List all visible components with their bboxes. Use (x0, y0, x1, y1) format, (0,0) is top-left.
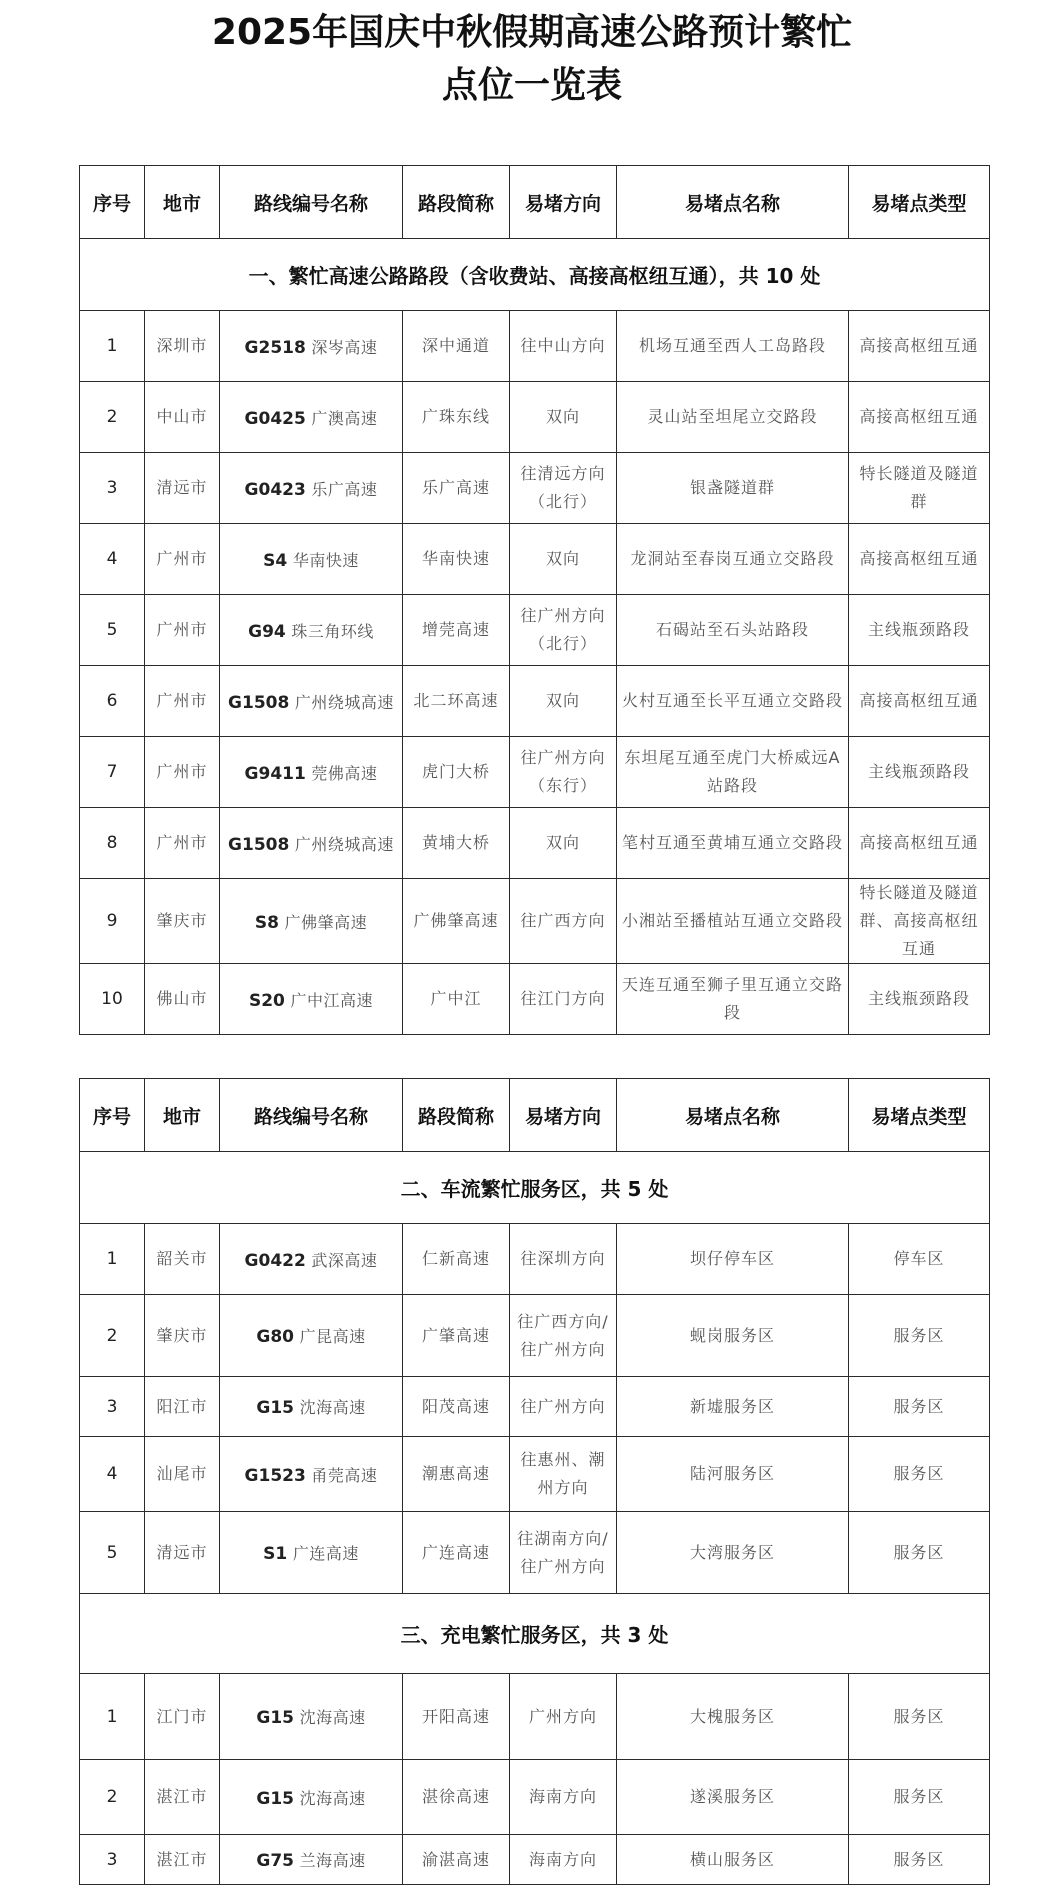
page-title-line2: 点位一览表 (441, 65, 622, 106)
section-title: 一、繁忙高速公路路段（含收费站、高接高枢纽互通），共 10 处 (80, 239, 990, 311)
row-city: 江门市 (145, 1674, 220, 1760)
route-code: G15 (256, 1398, 294, 1418)
table-row (80, 964, 990, 1035)
row-city: 清远市 (145, 453, 220, 524)
route-name: 广中江高速 (290, 990, 373, 1010)
row-route (220, 1512, 403, 1594)
row-direction: 往广西方向 (510, 879, 617, 964)
route-name: 广州绕城高速 (294, 834, 394, 854)
table-header-row (80, 1079, 990, 1152)
row-city: 汕尾市 (145, 1437, 220, 1512)
table-row (80, 382, 990, 453)
route-code: G80 (256, 1327, 294, 1347)
row-index: 2 (80, 382, 145, 453)
table-row (80, 879, 990, 964)
row-route (220, 1674, 403, 1760)
row-point-type: 高接高枢纽互通 (849, 382, 990, 453)
header-route: 路线编号名称 (220, 1079, 403, 1152)
row-point-type: 服务区 (849, 1674, 990, 1760)
route-name: 兰海高速 (299, 1851, 366, 1870)
route-name: 广佛肇高速 (284, 912, 368, 932)
row-index: 1 (80, 1224, 145, 1295)
row-direction: 往江门方向 (510, 964, 617, 1035)
row-index: 6 (80, 666, 145, 737)
row-section: 潮惠高速 (403, 1437, 510, 1512)
row-section: 广佛肇高速 (403, 879, 510, 964)
row-section: 深中通道 (403, 311, 510, 382)
row-direction: 广州方向 (510, 1674, 617, 1760)
row-point-type: 服务区 (849, 1760, 990, 1835)
row-point-name: 蚬岗服务区 (617, 1295, 849, 1377)
row-route (220, 595, 403, 666)
row-point-name: 大槐服务区 (617, 1674, 849, 1760)
route-name: 莞佛高速 (311, 763, 378, 783)
row-route (220, 1295, 403, 1377)
route-name: 沈海高速 (299, 1788, 366, 1808)
header-section: 路段简称 (403, 166, 510, 239)
header-route: 路线编号名称 (220, 166, 403, 239)
row-section: 北二环高速 (403, 666, 510, 737)
row-point-type: 特长隧道及隧道群 (849, 453, 990, 524)
row-section: 虎门大桥 (403, 737, 510, 808)
row-direction: 往清远方向（北行） (510, 453, 617, 524)
table-row (80, 1760, 990, 1835)
row-direction: 往广州方向（东行） (510, 737, 617, 808)
row-city: 广州市 (145, 808, 220, 879)
header-city: 地市 (145, 1079, 220, 1152)
route-code: G75 (256, 1851, 294, 1871)
route-code: G15 (256, 1708, 294, 1728)
row-index: 1 (80, 311, 145, 382)
table-row (80, 524, 990, 595)
row-section: 阳茂高速 (403, 1377, 510, 1437)
table-row (80, 737, 990, 808)
route-code: S4 (263, 550, 288, 571)
row-direction: 双向 (510, 524, 617, 595)
row-route (220, 453, 403, 524)
row-city: 湛江市 (145, 1835, 220, 1885)
row-point-name: 石碣站至石头站路段 (617, 595, 849, 666)
row-section: 广中江 (403, 964, 510, 1035)
header-city: 地市 (145, 166, 220, 239)
busy-road-sections-table (79, 165, 990, 1035)
row-point-name: 新墟服务区 (617, 1377, 849, 1437)
row-city: 韶关市 (145, 1224, 220, 1295)
row-point-type: 高接高枢纽互通 (849, 524, 990, 595)
row-direction: 双向 (510, 808, 617, 879)
route-code: S1 (263, 1544, 288, 1564)
header-point-type: 易堵点类型 (849, 166, 990, 239)
route-name: 沈海高速 (299, 1708, 366, 1727)
table-row (80, 808, 990, 879)
row-point-type: 服务区 (849, 1377, 990, 1437)
row-city: 清远市 (145, 1512, 220, 1594)
row-direction: 往广西方向/往广州方向 (510, 1295, 617, 1377)
row-route (220, 1224, 403, 1295)
table-row (80, 1377, 990, 1437)
row-index: 2 (80, 1295, 145, 1377)
row-index: 1 (80, 1674, 145, 1760)
row-section: 湛徐高速 (403, 1760, 510, 1835)
route-code: G1508 (228, 834, 290, 855)
row-index: 7 (80, 737, 145, 808)
row-direction: 往湖南方向/往广州方向 (510, 1512, 617, 1594)
row-direction: 海南方向 (510, 1760, 617, 1835)
route-code: S20 (248, 990, 285, 1011)
row-index: 2 (80, 1760, 145, 1835)
page-title-line1: 2025年国庆中秋假期高速公路预计繁忙 (211, 12, 853, 53)
row-index: 3 (80, 1835, 145, 1885)
route-name: 广昆高速 (299, 1327, 366, 1346)
table-row (80, 666, 990, 737)
route-code: G9411 (244, 763, 306, 784)
route-code: G0422 (244, 1250, 306, 1271)
route-code: G1523 (244, 1465, 306, 1486)
table-header-row (80, 166, 990, 239)
route-code: G1508 (228, 692, 290, 713)
row-point-name: 火村互通至长平互通立交路段 (617, 666, 849, 737)
row-section: 渝湛高速 (403, 1835, 510, 1885)
row-route (220, 1835, 403, 1885)
row-index: 10 (80, 964, 145, 1035)
row-index: 3 (80, 1377, 145, 1437)
row-city: 深圳市 (145, 311, 220, 382)
route-name: 广澳高速 (311, 408, 378, 428)
row-point-type: 服务区 (849, 1295, 990, 1377)
row-section: 开阳高速 (403, 1674, 510, 1760)
row-section: 广肇高速 (403, 1295, 510, 1377)
section-title: 三、充电繁忙服务区，共 3 处 (80, 1594, 990, 1674)
row-route (220, 808, 403, 879)
section-title-row (80, 1594, 990, 1674)
header-point-type: 易堵点类型 (849, 1079, 990, 1152)
header-index: 序号 (80, 166, 145, 239)
row-point-name: 东坦尾互通至虎门大桥威远A站路段 (617, 737, 849, 808)
route-code: G0425 (244, 408, 306, 429)
route-name: 沈海高速 (299, 1398, 366, 1417)
table-row (80, 1512, 990, 1594)
row-section: 乐广高速 (403, 453, 510, 524)
row-point-name: 小湘站至播植站互通立交路段 (617, 879, 849, 964)
row-direction: 往广州方向 (510, 1377, 617, 1437)
header-point-name: 易堵点名称 (617, 1079, 849, 1152)
row-point-name: 天连互通至狮子里互通立交路段 (617, 964, 849, 1035)
route-code: S8 (254, 912, 279, 933)
row-index: 4 (80, 1437, 145, 1512)
row-route (220, 382, 403, 453)
row-point-name: 遂溪服务区 (617, 1760, 849, 1835)
route-name: 武深高速 (311, 1250, 378, 1270)
row-section: 广连高速 (403, 1512, 510, 1594)
header-index: 序号 (80, 1079, 145, 1152)
row-point-type: 特长隧道及隧道群、高接高枢纽互通 (849, 879, 990, 964)
row-section: 增莞高速 (403, 595, 510, 666)
row-point-type: 停车区 (849, 1224, 990, 1295)
row-point-type: 高接高枢纽互通 (849, 666, 990, 737)
table-row (80, 311, 990, 382)
row-route (220, 1377, 403, 1437)
row-point-type: 服务区 (849, 1437, 990, 1512)
row-point-name: 坝仔停车区 (617, 1224, 849, 1295)
table-row (80, 1437, 990, 1512)
header-direction: 易堵方向 (510, 166, 617, 239)
table-row (80, 1224, 990, 1295)
row-city: 佛山市 (145, 964, 220, 1035)
header-direction: 易堵方向 (510, 1079, 617, 1152)
row-direction: 往广州方向（北行） (510, 595, 617, 666)
row-point-name: 机场互通至西人工岛路段 (617, 311, 849, 382)
row-city: 肇庆市 (145, 1295, 220, 1377)
route-code: G0423 (244, 479, 306, 500)
row-city: 中山市 (145, 382, 220, 453)
row-route (220, 666, 403, 737)
section-title-row (80, 1152, 990, 1224)
row-index: 9 (80, 879, 145, 964)
row-point-type: 高接高枢纽互通 (849, 808, 990, 879)
row-direction: 双向 (510, 666, 617, 737)
row-point-type: 服务区 (849, 1835, 990, 1885)
row-index: 5 (80, 595, 145, 666)
section-title-row (80, 239, 990, 311)
row-route (220, 737, 403, 808)
row-city: 肇庆市 (145, 879, 220, 964)
row-point-type: 主线瓶颈路段 (849, 595, 990, 666)
busy-service-areas-table (79, 1078, 990, 1885)
row-direction: 海南方向 (510, 1835, 617, 1885)
row-route (220, 311, 403, 382)
row-city: 阳江市 (145, 1377, 220, 1437)
table-row (80, 1295, 990, 1377)
row-point-name: 笔村互通至黄埔互通立交路段 (617, 808, 849, 879)
row-index: 5 (80, 1512, 145, 1594)
route-name: 乐广高速 (311, 479, 378, 499)
table-row (80, 1835, 990, 1885)
row-route (220, 879, 403, 964)
route-code: G94 (248, 621, 286, 642)
row-index: 4 (80, 524, 145, 595)
section-title: 二、车流繁忙服务区，共 5 处 (80, 1152, 990, 1224)
row-point-type: 服务区 (849, 1512, 990, 1594)
table-row (80, 453, 990, 524)
row-section: 华南快速 (403, 524, 510, 595)
route-code: G15 (256, 1788, 294, 1809)
table-row (80, 1674, 990, 1760)
route-name: 广连高速 (292, 1544, 359, 1563)
route-name: 华南快速 (292, 550, 359, 570)
row-direction: 往中山方向 (510, 311, 617, 382)
row-city: 广州市 (145, 666, 220, 737)
table-row (80, 595, 990, 666)
header-section: 路段简称 (403, 1079, 510, 1152)
row-city: 广州市 (145, 737, 220, 808)
route-name: 甬莞高速 (311, 1465, 378, 1485)
route-code: G2518 (244, 337, 306, 358)
row-point-name: 横山服务区 (617, 1835, 849, 1885)
row-route (220, 1437, 403, 1512)
row-index: 3 (80, 453, 145, 524)
row-point-type: 主线瓶颈路段 (849, 964, 990, 1035)
row-city: 湛江市 (145, 1760, 220, 1835)
row-section: 仁新高速 (403, 1224, 510, 1295)
row-section: 黄埔大桥 (403, 808, 510, 879)
row-point-name: 龙洞站至春岗互通立交路段 (617, 524, 849, 595)
row-route (220, 964, 403, 1035)
row-point-name: 大湾服务区 (617, 1512, 849, 1594)
row-point-name: 灵山站至坦尾立交路段 (617, 382, 849, 453)
route-name: 珠三角环线 (291, 621, 374, 641)
row-point-name: 银盏隧道群 (617, 453, 849, 524)
row-route (220, 524, 403, 595)
row-direction: 往深圳方向 (510, 1224, 617, 1295)
route-name: 深岑高速 (311, 337, 378, 357)
route-name: 广州绕城高速 (294, 692, 394, 712)
row-point-type: 主线瓶颈路段 (849, 737, 990, 808)
row-city: 广州市 (145, 524, 220, 595)
row-direction: 往惠州、潮州方向 (510, 1437, 617, 1512)
row-route (220, 1760, 403, 1835)
row-index: 8 (80, 808, 145, 879)
row-city: 广州市 (145, 595, 220, 666)
row-point-type: 高接高枢纽互通 (849, 311, 990, 382)
row-direction: 双向 (510, 382, 617, 453)
header-point-name: 易堵点名称 (617, 166, 849, 239)
row-point-name: 陆河服务区 (617, 1437, 849, 1512)
row-section: 广珠东线 (403, 382, 510, 453)
